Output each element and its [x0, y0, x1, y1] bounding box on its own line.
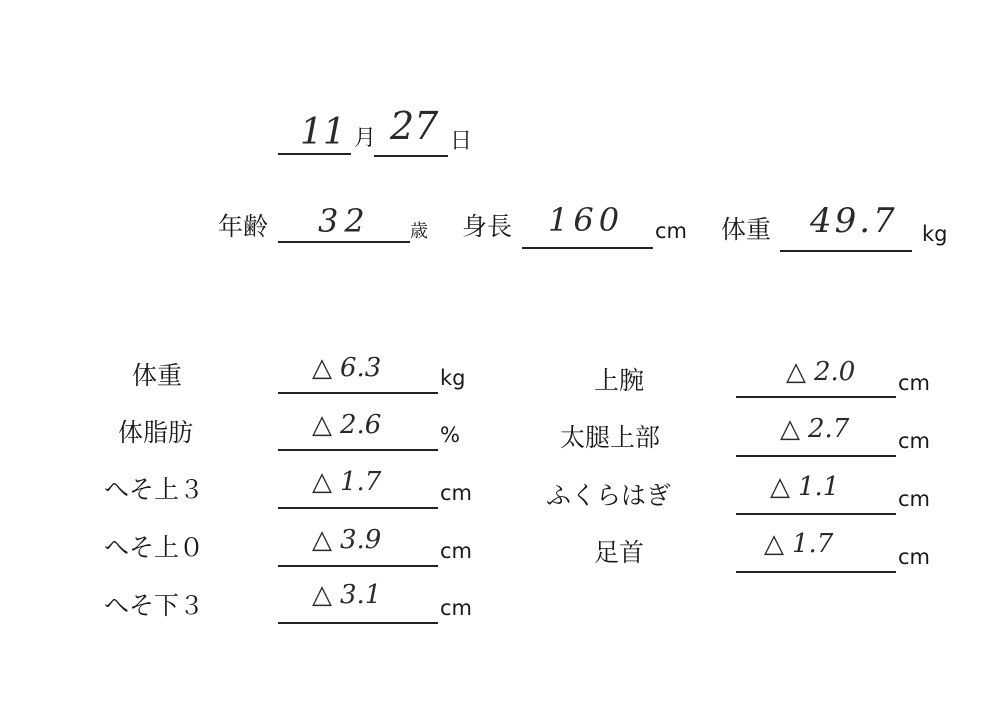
age-unit: 歳 [410, 221, 428, 242]
triangle-symbol: △ [312, 525, 332, 555]
measure-label: へそ上０ [104, 533, 205, 562]
weight-line [780, 250, 912, 252]
measure-number: 1.7 [792, 529, 834, 559]
measure-value [764, 529, 833, 559]
triangle-symbol: △ [786, 357, 806, 387]
month-value: 11 [300, 112, 346, 153]
measure-value [786, 357, 855, 387]
measure-unit: cm [898, 371, 931, 395]
measure-unit: cm [440, 596, 473, 620]
measure-line [278, 622, 438, 624]
measure-number: 6.3 [340, 353, 382, 383]
measure-number: 3.1 [340, 580, 382, 610]
measure-value [312, 467, 381, 497]
day-line [374, 155, 448, 157]
weight-label: 体重 [721, 215, 772, 244]
measure-label: 上腕 [594, 366, 645, 395]
measure-label: ふくらはぎ [546, 481, 672, 510]
measure-unit: cm [440, 481, 473, 505]
measure-value [780, 414, 849, 444]
measure-value [312, 410, 381, 440]
measure-value [312, 353, 381, 383]
measure-label: 体重 [132, 361, 183, 390]
measure-number: 2.7 [808, 414, 850, 444]
measure-number: 3.9 [340, 525, 382, 555]
measure-number: 1.1 [798, 472, 840, 502]
measure-label: 足首 [594, 538, 645, 567]
measure-line [736, 455, 896, 457]
measure-line [278, 507, 438, 509]
day-label: 日 [450, 129, 473, 154]
measure-number: 1.7 [340, 467, 382, 497]
age-line [278, 241, 410, 243]
height-unit: cm [655, 219, 688, 243]
measure-line [736, 396, 896, 398]
triangle-symbol: △ [312, 353, 332, 383]
measure-unit: % [440, 423, 460, 447]
measure-unit: cm [898, 487, 931, 511]
measure-number: 2.0 [814, 357, 856, 387]
measure-label: へそ上３ [104, 475, 205, 504]
measure-line [736, 571, 896, 573]
triangle-symbol: △ [780, 414, 800, 444]
measure-number: 2.6 [340, 410, 382, 440]
measure-unit: cm [440, 539, 473, 563]
measure-label: へそ下３ [104, 591, 205, 620]
measure-line [278, 449, 438, 451]
height-label: 身長 [462, 212, 513, 241]
measure-label: 太腿上部 [560, 423, 661, 452]
weight-value: 49.7 [810, 201, 898, 241]
measure-unit: cm [898, 545, 931, 569]
weight-unit: kg [922, 222, 948, 246]
day-value: 27 [390, 104, 439, 148]
measure-line [278, 392, 438, 394]
measure-value [770, 472, 839, 502]
month-line [278, 153, 351, 155]
age-label: 年齢 [218, 212, 269, 241]
measure-value [312, 580, 381, 610]
measure-unit: cm [898, 429, 931, 453]
measure-line [278, 565, 438, 567]
triangle-symbol: △ [764, 529, 784, 559]
triangle-symbol: △ [770, 472, 790, 502]
triangle-symbol: △ [312, 580, 332, 610]
measure-label: 体脂肪 [118, 418, 194, 447]
triangle-symbol: △ [312, 467, 332, 497]
height-value: 160 [548, 201, 625, 239]
measure-unit: kg [440, 366, 466, 390]
triangle-symbol: △ [312, 410, 332, 440]
measure-value [312, 525, 381, 555]
month-label: 月 [354, 126, 377, 151]
height-line [522, 247, 653, 249]
age-value: 32 [318, 202, 371, 240]
measure-line [736, 513, 896, 515]
